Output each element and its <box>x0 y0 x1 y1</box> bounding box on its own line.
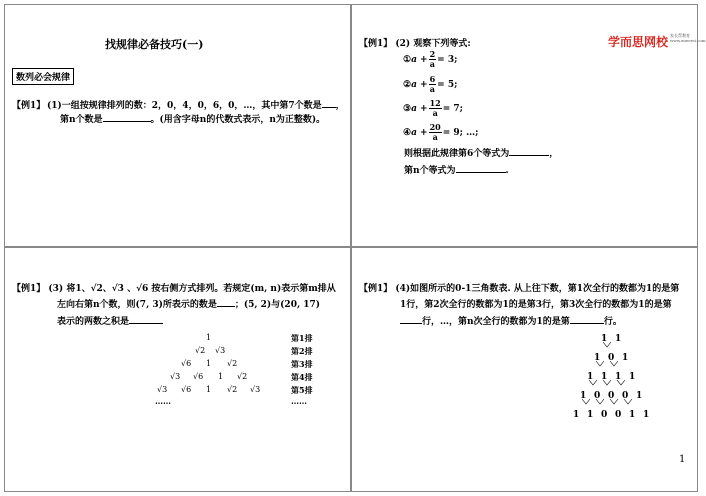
eq-den: a <box>432 108 438 118</box>
eq-pre: a + <box>411 104 428 114</box>
example-tag: 【例1】 <box>359 39 393 49</box>
tri-r4c5: 1 <box>636 391 643 401</box>
conclusion-1-text: 则根据此规律第6个等式为 <box>404 149 510 159</box>
tri-r5c3: 0 <box>601 410 608 420</box>
row-label-5: 第5排 <box>291 385 313 395</box>
slide-title: 找规律必备技巧(一) <box>105 38 204 51</box>
tri-r3c4: 1 <box>629 372 636 382</box>
answer-blank <box>103 121 151 122</box>
row-label-dots: …… <box>291 396 307 406</box>
question-line-3a: 行，…，第n次全行的数都为1的是第 <box>422 317 570 327</box>
row-label-1: 第1排 <box>291 333 313 343</box>
logo-sub <box>670 33 706 43</box>
tri-r2c1: 1 <box>594 353 601 363</box>
pyramid-r1c1: 1 <box>206 333 212 342</box>
question-line-2-end: ；(5, 2)与(20, 17) <box>234 300 320 310</box>
conclusion-line-2 <box>404 163 509 176</box>
eq-num: 12 <box>429 98 441 108</box>
row-label-3: 第3排 <box>291 359 313 369</box>
eq-fraction <box>429 50 437 69</box>
pyramid-dots-left: …… <box>155 396 171 406</box>
tri-r5c2: 1 <box>587 410 594 420</box>
tri-r4c3: 0 <box>608 391 615 401</box>
answer-blank <box>400 323 422 324</box>
question-line-2: 1行，第2次全行的数都为1的是第3行，第3次全行的数都为1的是第 <box>400 300 672 310</box>
pyramid-r3c1: √6 <box>181 359 192 368</box>
logo-text: 学而思网校 <box>608 35 669 49</box>
question-line-3: 表示的两数之积是 <box>57 317 130 327</box>
eq-post: = 7; <box>442 104 463 114</box>
equation-4 <box>403 123 478 142</box>
tri-r3c2: 1 <box>601 372 608 382</box>
answer-blank <box>129 323 163 324</box>
tri-r4c4: 0 <box>622 391 629 401</box>
tri-r5c5: 1 <box>629 410 636 420</box>
eq-fraction <box>429 99 442 118</box>
logo-sub-1: 家长帮教育 <box>670 33 690 38</box>
eq-den: a <box>429 59 435 69</box>
tri-r4c1: 1 <box>580 391 587 401</box>
intro-text: (2) 观察下列等式: <box>395 39 471 49</box>
tri-r2c2: 0 <box>608 353 615 363</box>
tri-r3c3: 1 <box>615 372 622 382</box>
example-tag: 【例1】 <box>359 284 393 294</box>
pyramid-r4c1: √3 <box>170 372 181 381</box>
slide-2 <box>351 4 706 247</box>
tri-r5c4: 0 <box>615 410 622 420</box>
conclusion-line-1 <box>404 146 558 159</box>
row-label-2: 第2排 <box>291 346 313 356</box>
eq-post: = 5; <box>437 80 458 90</box>
answer-blank <box>509 155 549 156</box>
tri-r5c1: 1 <box>573 410 580 420</box>
eq-index: ② <box>403 80 412 90</box>
answer-blank <box>322 107 336 108</box>
eq-num: 2 <box>429 49 436 59</box>
pyramid-r5c5: √3 <box>250 385 261 394</box>
equation-3 <box>403 99 463 118</box>
answer-blank <box>217 306 235 307</box>
row-label-4: 第4排 <box>291 372 313 382</box>
pyramid-r5c2: √6 <box>181 385 192 394</box>
question-line-1: (1)一组按规律排列的数：2，0，4，0，6，0，…，其中第7个数是 <box>47 101 322 111</box>
question-line-2a: 第n个数是 <box>60 115 103 125</box>
eq-num: 20 <box>429 122 441 132</box>
eq-fraction <box>429 75 437 94</box>
eq-den: a <box>429 84 435 94</box>
tri-r2c3: 1 <box>622 353 629 363</box>
tri-r4c2: 0 <box>594 391 601 401</box>
eq-pre: a + <box>411 55 428 65</box>
eq-pre: a + <box>411 80 428 90</box>
conclusion-2-text: 第n个等式为 <box>404 166 456 176</box>
question-line-3b: 行。 <box>603 317 622 327</box>
answer-blank <box>456 172 506 173</box>
slide-3 <box>4 247 351 492</box>
equation-1 <box>403 50 457 69</box>
pyramid-r2c1: √2 <box>195 346 206 355</box>
pyramid-r5c1: √3 <box>157 385 168 394</box>
pyramid-r4c3: 1 <box>218 372 224 381</box>
tri-r5c6: 1 <box>643 410 650 420</box>
eq-den: a <box>432 132 438 142</box>
tri-r1c1: 1 <box>601 334 608 344</box>
pyramid-r4c4: √2 <box>237 372 248 381</box>
eq-index: ① <box>403 55 412 65</box>
pyramid-r3c3: √2 <box>227 359 238 368</box>
logo-sub-2: www.xueersi.com <box>670 38 706 43</box>
equation-2 <box>403 75 457 94</box>
pyramid-r2c2: √3 <box>215 346 226 355</box>
tri-r3c1: 1 <box>587 372 594 382</box>
slide-4 <box>351 247 698 492</box>
page-number: 1 <box>679 454 686 465</box>
eq-post: = 9; …; <box>442 128 479 138</box>
answer-blank <box>570 323 604 324</box>
eq-pre: a + <box>411 128 428 138</box>
question-line-2b: 。(用含字母n的代数式表示，n为正整数)。 <box>150 115 326 125</box>
pyramid-r5c3: 1 <box>206 385 212 394</box>
eq-index: ③ <box>403 104 412 114</box>
eq-index: ④ <box>403 128 412 138</box>
slide-1 <box>4 4 351 247</box>
pyramid-r4c2: √6 <box>193 372 204 381</box>
example-tag: 【例1】 <box>12 101 46 111</box>
punct: . <box>505 166 509 176</box>
section-label: 数列必会规律 <box>12 68 74 85</box>
punct: ， <box>335 101 345 111</box>
eq-post: = 3; <box>437 55 458 65</box>
eq-num: 6 <box>429 74 436 84</box>
punct: ， <box>549 149 559 159</box>
question-line-1: (4)如图所示的0-1三角数表. 从上往下数，第1次全行的数都为1的是第 <box>395 284 680 294</box>
tri-r1c2: 1 <box>615 334 622 344</box>
example-tag: 【例1】 <box>12 284 46 294</box>
pyramid-r5c4: √2 <box>227 385 238 394</box>
question-line-1: (3) 将1、√2、√3 、√6 按右侧方式排列。若规定(m, n)表示第m排从 <box>48 284 336 294</box>
question-line-2: 左向右第n个数，则(7, 3)所表示的数是 <box>57 300 217 310</box>
eq-fraction <box>429 123 442 142</box>
pyramid-r3c2: 1 <box>206 359 212 368</box>
